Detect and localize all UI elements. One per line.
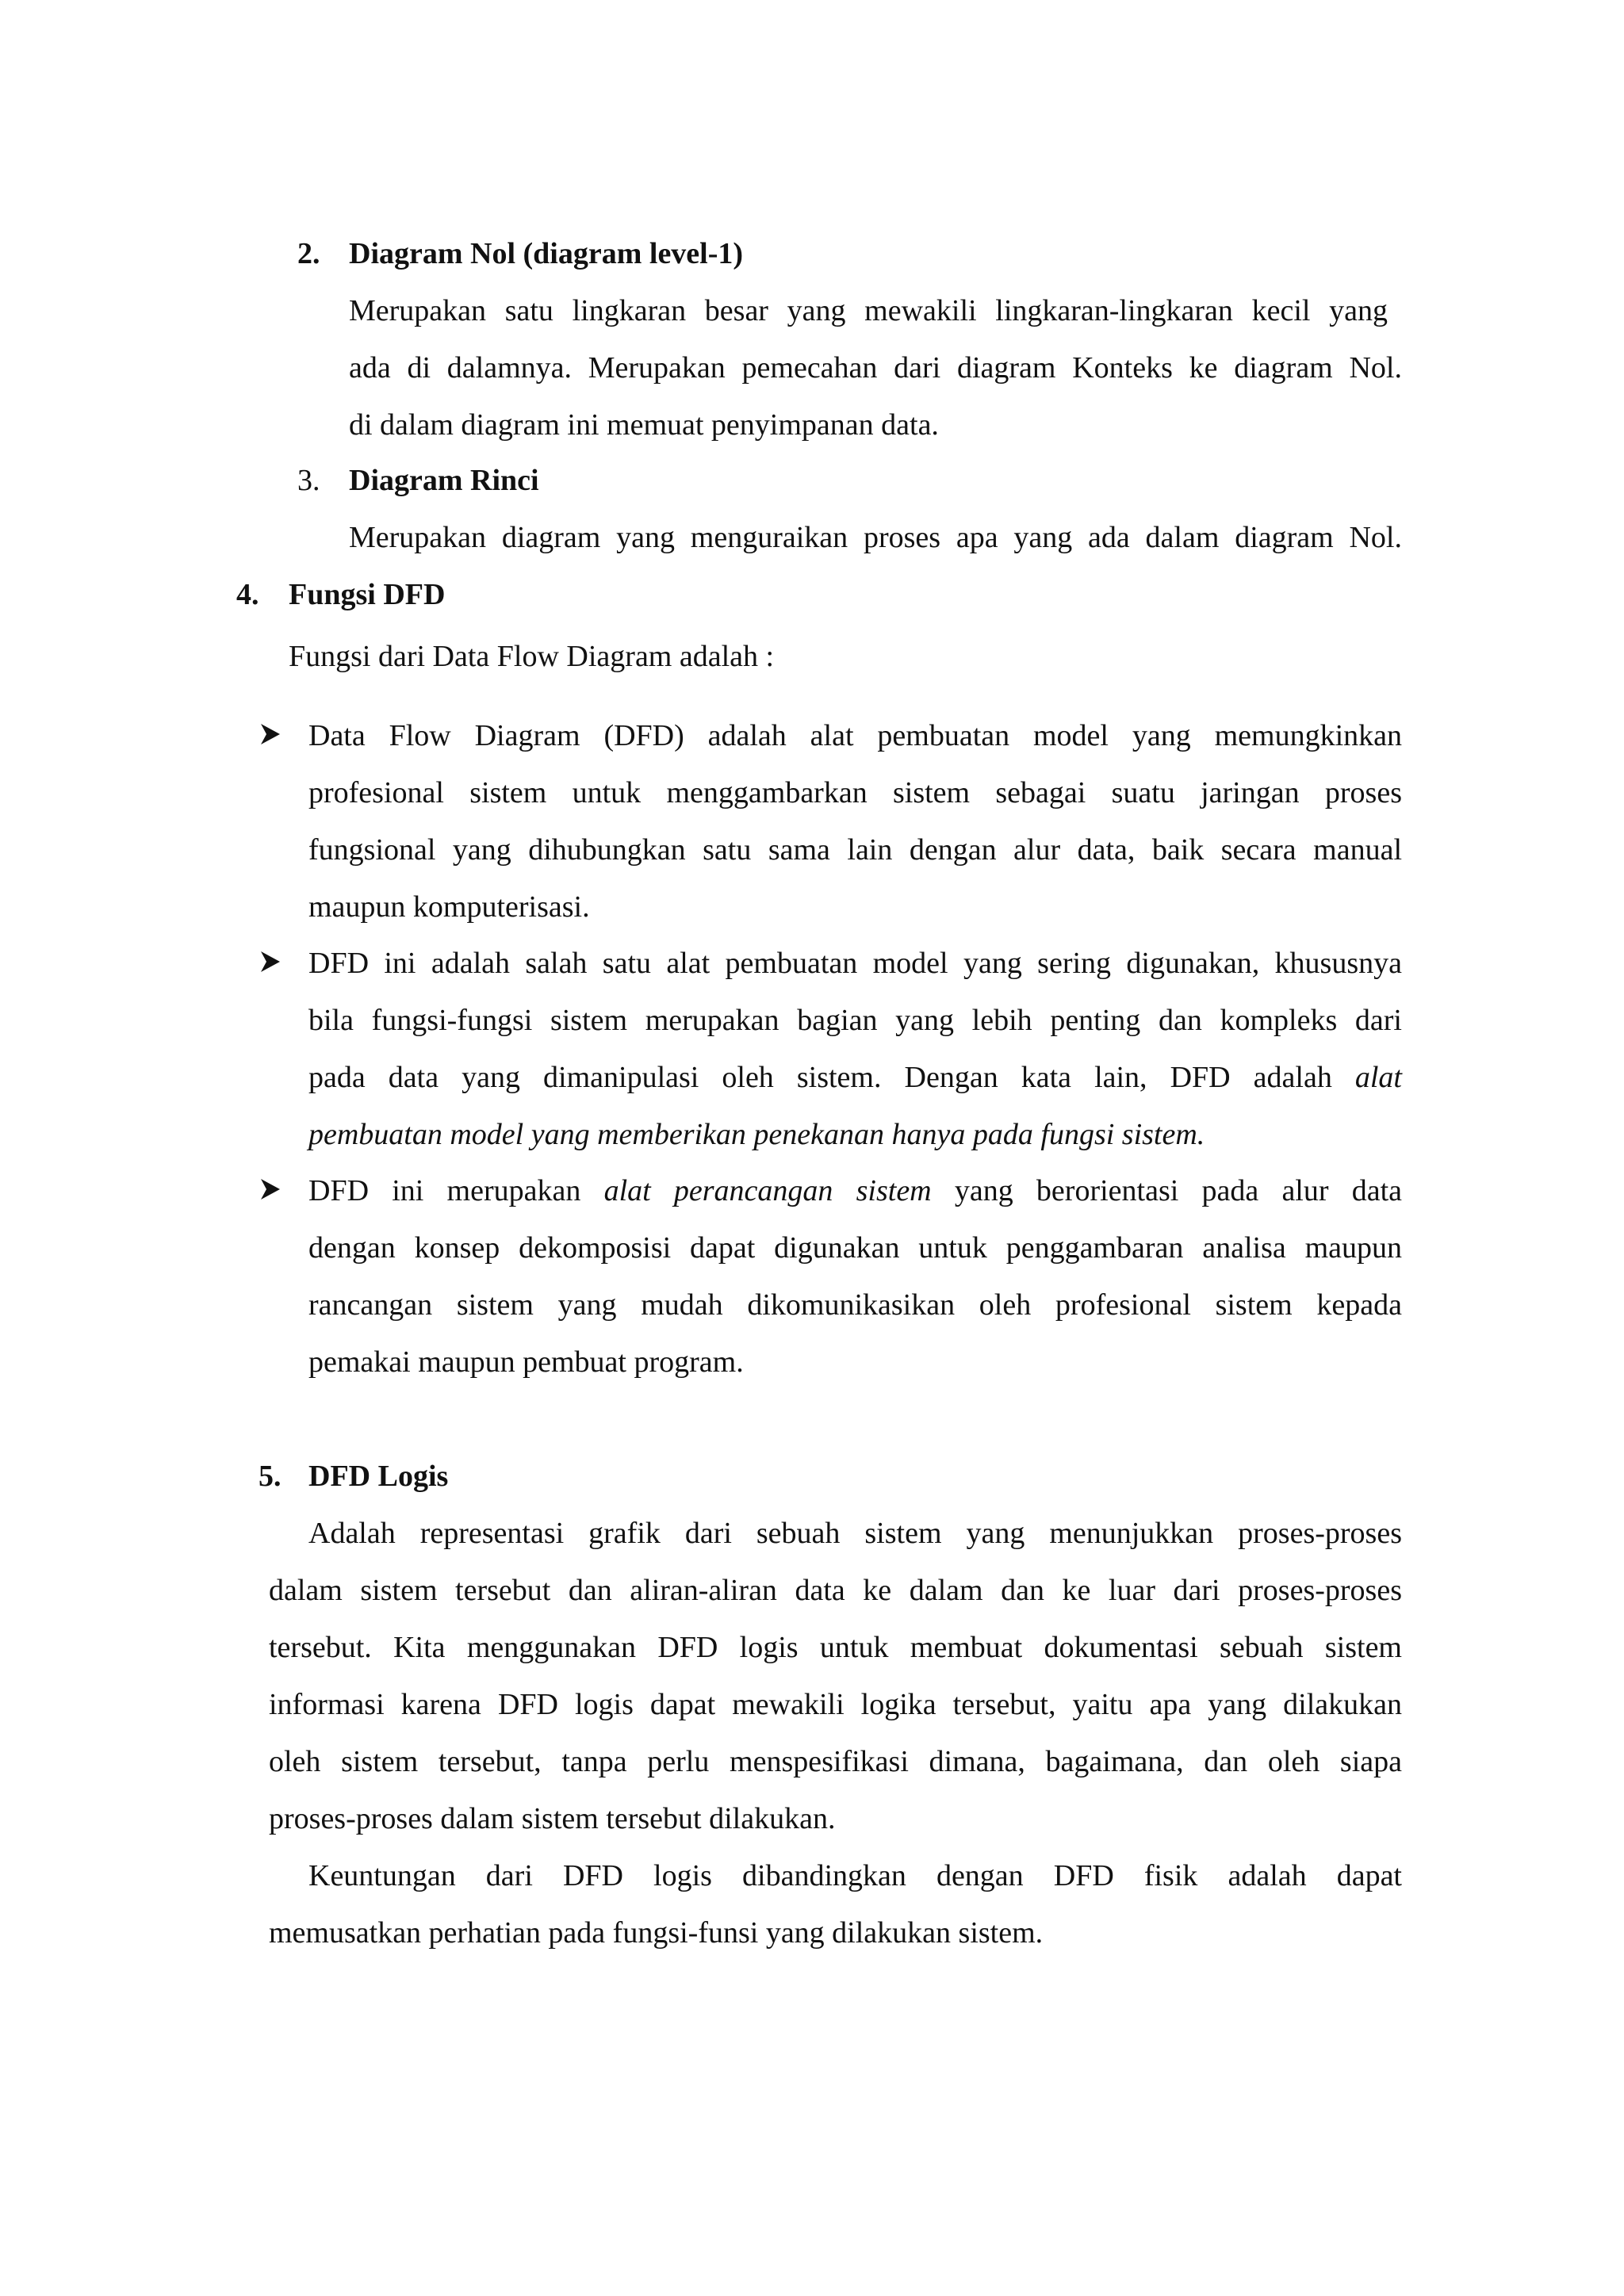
section-4-number: 4. — [236, 578, 259, 611]
bullet-3-line-1-pre: DFD ini merupakan — [308, 1174, 581, 1207]
section-5-para1-line-3: tersebut. Kita menggunakan DFD logis untuk membuat dokumentasi sebuah sistem — [269, 1631, 1402, 1664]
bullet-2-line-1: DFD ini adalah salah satu alat pembuatan model yang sering digunakan, khususnya — [308, 947, 1402, 980]
bullet-arrow-icon — [259, 950, 282, 974]
section-3-title: Diagram Rinci — [349, 464, 539, 497]
bullet-1-line-4: maupun komputerisasi. — [308, 890, 590, 924]
bullet-1-line-2: profesional sistem untuk menggambarkan sistem sebagai suatu jaringan proses — [308, 776, 1402, 809]
bullet-2-line-2: bila fungsi-fungsi sistem merupakan bagian yang lebih penting dan kompleks dari — [308, 1004, 1402, 1037]
section-5-number: 5. — [259, 1460, 282, 1493]
bullet-arrow-icon — [259, 1177, 282, 1201]
section-5-para1-line-6: proses-proses dalam sistem tersebut dilakukan. — [269, 1802, 836, 1835]
section-2-line-1: Merupakan satu lingkaran besar yang mewakili lingkaran-lingkaran kecil yang — [349, 294, 1388, 327]
bullet-arrow-icon — [259, 722, 282, 746]
section-2-line-3: di dalam diagram ini memuat penyimpanan data. — [349, 408, 939, 442]
bullet-2-line-4: pembuatan model yang memberikan penekanan hanya pada fungsi sistem. — [308, 1118, 1205, 1151]
bullet-1-line-1: Data Flow Diagram (DFD) adalah alat pembuatan model yang memungkinkan — [308, 719, 1402, 752]
section-5-title: DFD Logis — [308, 1460, 449, 1493]
section-5-para2-line-1: Keuntungan dari DFD logis dibandingkan dengan DFD fisik adalah dapat — [308, 1859, 1402, 1892]
section-3-line-1: Merupakan diagram yang menguraikan proses apa yang ada dalam diagram Nol. — [349, 521, 1402, 554]
section-3-number: 3. — [297, 464, 320, 497]
section-4-intro: Fungsi dari Data Flow Diagram adalah : — [289, 640, 775, 673]
bullet-3-line-1-italic: alat perancangan sistem — [603, 1174, 932, 1207]
bullet-2-line-3-italic: alat — [1354, 1061, 1402, 1094]
section-5-para2-line-2: memusatkan perhatian pada fungsi-funsi yang dilakukan sistem. — [269, 1916, 1044, 1950]
section-5-para1-line-1: Adalah representasi grafik dari sebuah sistem yang menunjukkan proses-proses — [308, 1517, 1402, 1550]
bullet-1-line-3: fungsional yang dihubungkan satu sama lain dengan alur data, baik secara manual — [308, 833, 1402, 867]
section-5-para1-line-5: oleh sistem tersebut, tanpa perlu menspesifikasi dimana, bagaimana, dan oleh siapa — [269, 1745, 1402, 1778]
section-5-para1-line-2: dalam sistem tersebut dan aliran-aliran data ke dalam dan ke luar dari proses-proses — [269, 1574, 1402, 1607]
section-4-title: Fungsi DFD — [289, 578, 446, 611]
section-2-line-2: ada di dalamnya. Merupakan pemecahan dari diagram Konteks ke diagram Nol. — [349, 351, 1402, 385]
bullet-3-line-2: dengan konsep dekomposisi dapat digunakan untuk penggambaran analisa maupun — [308, 1231, 1402, 1265]
bullet-3-line-3: rancangan sistem yang mudah dikomunikasikan oleh profesional sistem kepada — [308, 1288, 1402, 1322]
bullet-3-line-1-post: yang berorientasi pada alur data — [954, 1174, 1403, 1207]
bullet-3-line-4: pemakai maupun pembuat program. — [308, 1345, 744, 1379]
bullet-2-line-3 — [308, 1058, 1402, 1097]
section-5-para1-line-4: informasi karena DFD logis dapat mewakili logika tersebut, yaitu apa yang dilakukan — [269, 1688, 1402, 1721]
bullet-2-line-3-text: pada data yang dimanipulasi oleh sistem. Dengan kata lain, DFD adalah — [308, 1061, 1332, 1094]
bullet-3-line-1 — [308, 1171, 1402, 1211]
section-2-number: 2. — [297, 237, 320, 270]
section-2-title: Diagram Nol (diagram level-1) — [349, 237, 744, 270]
